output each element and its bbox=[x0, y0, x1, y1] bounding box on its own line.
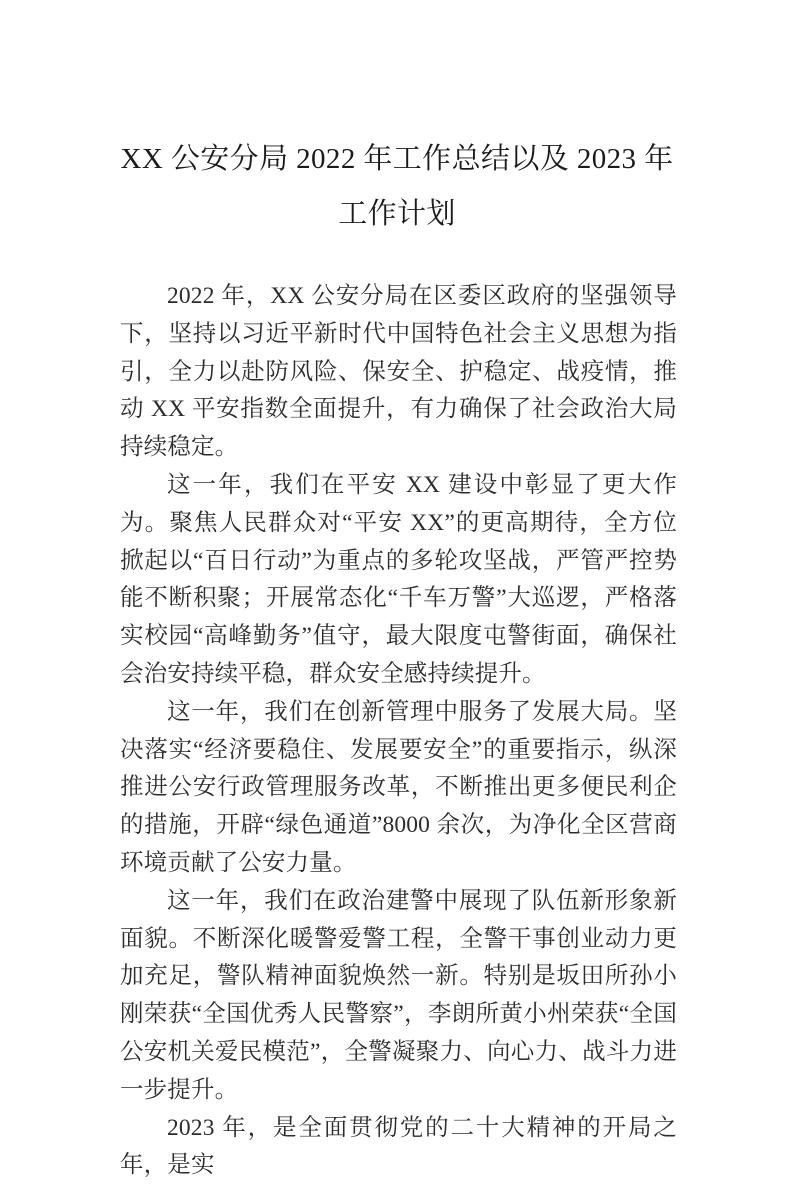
page-title bbox=[118, 132, 676, 242]
body-paragraph-2: 这一年，我们在平安 XX 建设中彰显了更大作为。聚焦人民群众对“平安 XX”的更高期待，全方位掀起以“百日行动”为重点的多轮攻坚战，严管严控势能不断积聚；开展常态化“千车万警”大巡逻，严格落实校园“高峰勤务”值守，最大限度屯警街面，确保社会治安持续平稳，群众安全感持续提升。 bbox=[120, 471, 677, 687]
page-title-line-1: XX 公安分局 2022 年工作总结以及 2023 年 bbox=[120, 143, 674, 175]
body-paragraph-3: 这一年，我们在创新管理中服务了发展大局。坚决落实“经济要稳住、发展要安全”的重要指示，纵深推进公安行政管理服务改革，不断推出更多便民利企的措施，开辟“绿色通道”8000 余次，为净化全区营商环境贡献了公安力量。 bbox=[120, 698, 677, 876]
page-title-line-2: 工作计划 bbox=[338, 198, 456, 230]
body-paragraph-1: 2022 年，XX 公安分局在区委区政府的坚强领导下，坚持以习近平新时代中国特色社会主义思想为指引，全力以赴防风险、保安全、护稳定、战疫情，推动 XX 平安指数全面提升，有力确保了社会政治大局持续稳定。 bbox=[120, 283, 677, 461]
body-paragraph-4: 这一年，我们在政治建警中展现了队伍新形象新面貌。不断深化暖警爱警工程，全警干事创业动力更加充足，警队精神面貌焕然一新。特别是坂田所孙小刚荣获“全国优秀人民警察”，李朗所黄小州荣获“全国公安机关爱民模范”，全警凝聚力、向心力、战斗力进一步提升。 bbox=[120, 887, 677, 1103]
document-body bbox=[120, 278, 677, 1185]
body-paragraph-5: 2023 年，是全面贯彻党的二十大精神的开局之年，是实 bbox=[120, 1114, 677, 1179]
